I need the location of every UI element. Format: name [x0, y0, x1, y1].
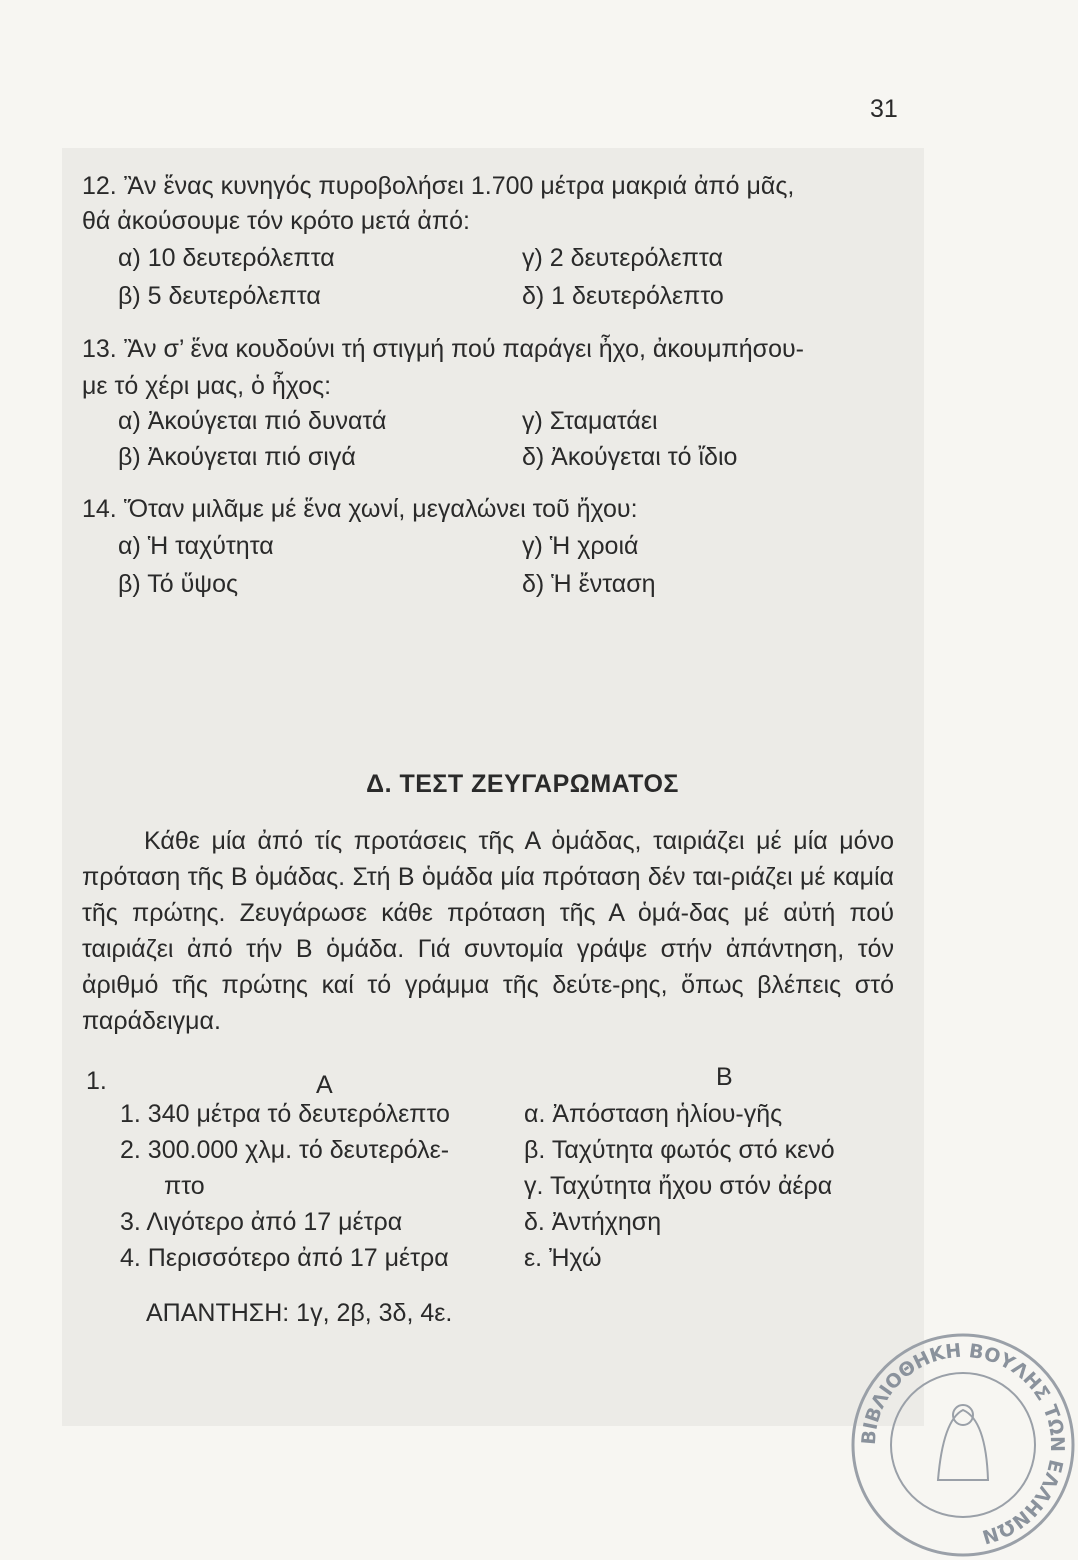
question-12-option-b: β) 5 δευτερόλεπτα: [118, 282, 321, 310]
question-14-option-a: α) Ἡ ταχύτητα: [118, 532, 274, 560]
stamp-figure-icon: [938, 1410, 988, 1480]
column-a-item: 4. Περισσότερο ἀπό 17 μέτρα: [120, 1244, 449, 1272]
question-12-option-c: γ) 2 δευτερόλεπτα: [522, 244, 723, 272]
question-14-option-d: δ) Ἡ ἔνταση: [522, 570, 656, 598]
question-13-option-a: α) Ἀκούγεται πιό δυνατά: [118, 407, 387, 435]
column-b-item: ε. Ἠχώ: [524, 1244, 602, 1272]
question-12-option-a: α) 10 δευτερόλεπτα: [118, 244, 335, 272]
stamp-outer-ring: [853, 1335, 1073, 1555]
question-12-line1: 12. Ἂν ἕνας κυνηγός πυροβολήσει 1.700 μέτρα μακριά ἀπό μᾶς,: [82, 172, 795, 200]
question-12-option-d: δ) 1 δευτερόλεπτο: [522, 282, 724, 310]
stamp-text: ΒΙΒΛΙΟΘΗΚΗ ΒΟΥΛΗΣ ΤΩΝ ΕΛΛΗΝΩΝ: [857, 1339, 1069, 1548]
column-b-item: β. Ταχύτητα φωτός στό κενό: [524, 1136, 835, 1164]
instructions-paragraph: Κάθε μία ἀπό τίς προτάσεις τῆς Α ὁμάδας, ταιριάζει μέ μία μόνο πρόταση τῆς Β ὁμάδας. Στή Β ὁμάδα μία πρόταση δέν ται-ριάζει μέ καμία τῆς πρώτης. Ζευγάρωσε κάθε πρόταση τῆς Α ὁμά-δας μέ αὐτή πού ταιριάζει ἀπό τήν Β ὁμάδα. Γιά συντομία γράψε στήν ἀπάντηση, τόν ἀριθμό τῆς πρώτης καί τό γράμμα τῆς δεύτε-ρης, ὅπως βλέπεις στό παράδειγμα.: [82, 827, 894, 1035]
question-14-option-c: γ) Ἡ χροιά: [522, 532, 639, 560]
example-number: 1.: [86, 1067, 107, 1095]
question-13-line1: 13. Ἂν σ’ ἕνα κουδούνι τή στιγμή πού παράγει ἦχο, ἀκουμπήσου-: [82, 335, 804, 363]
column-b-item: α. Ἀπόσταση ἡλίου-γῆς: [524, 1100, 783, 1128]
column-b-item: γ. Ταχύτητα ἤχου στόν ἀέρα: [524, 1172, 833, 1200]
question-13-option-c: γ) Σταματάει: [522, 407, 658, 435]
column-b-item: δ. Ἀντήχηση: [524, 1208, 662, 1236]
column-a-item: 1. 340 μέτρα τό δευτερόλεπτο: [120, 1100, 450, 1128]
question-14-line1: 14. Ὅταν μιλᾶμε μέ ἕνα χωνί, μεγαλώνει τοῦ ἤχου:: [82, 495, 638, 523]
question-14-option-b: β) Τό ὕψος: [118, 570, 239, 598]
column-a-item: 3. Λιγότερο ἀπό 17 μέτρα: [120, 1208, 403, 1236]
column-a-header: Α: [316, 1071, 333, 1099]
stamp-inner-ring: [891, 1373, 1035, 1517]
question-12-line2: θά ἀκούσουμε τόν κρότο μετά ἀπό:: [82, 207, 470, 235]
question-13-option-d: δ) Ἀκούγεται τό ἴδιο: [522, 443, 738, 471]
column-a-item: 2. 300.000 χλμ. τό δευτερόλε-: [120, 1136, 450, 1164]
section-title: Δ. ΤΕΣΤ ΖΕΥΓΑΡΩΜΑΤΟΣ: [366, 770, 679, 798]
library-stamp: [848, 1330, 1078, 1560]
column-a-item-continuation: πτο: [164, 1172, 205, 1200]
answer-line: ΑΠΑΝΤΗΣΗ: 1γ, 2β, 3δ, 4ε.: [146, 1299, 453, 1327]
question-13-line2: με τό χέρι μας, ὁ ἦχος:: [82, 372, 332, 400]
page-number: 31: [870, 95, 898, 123]
question-13-option-b: β) Ἀκούγεται πιό σιγά: [118, 443, 356, 471]
column-b-header: Β: [716, 1063, 733, 1091]
